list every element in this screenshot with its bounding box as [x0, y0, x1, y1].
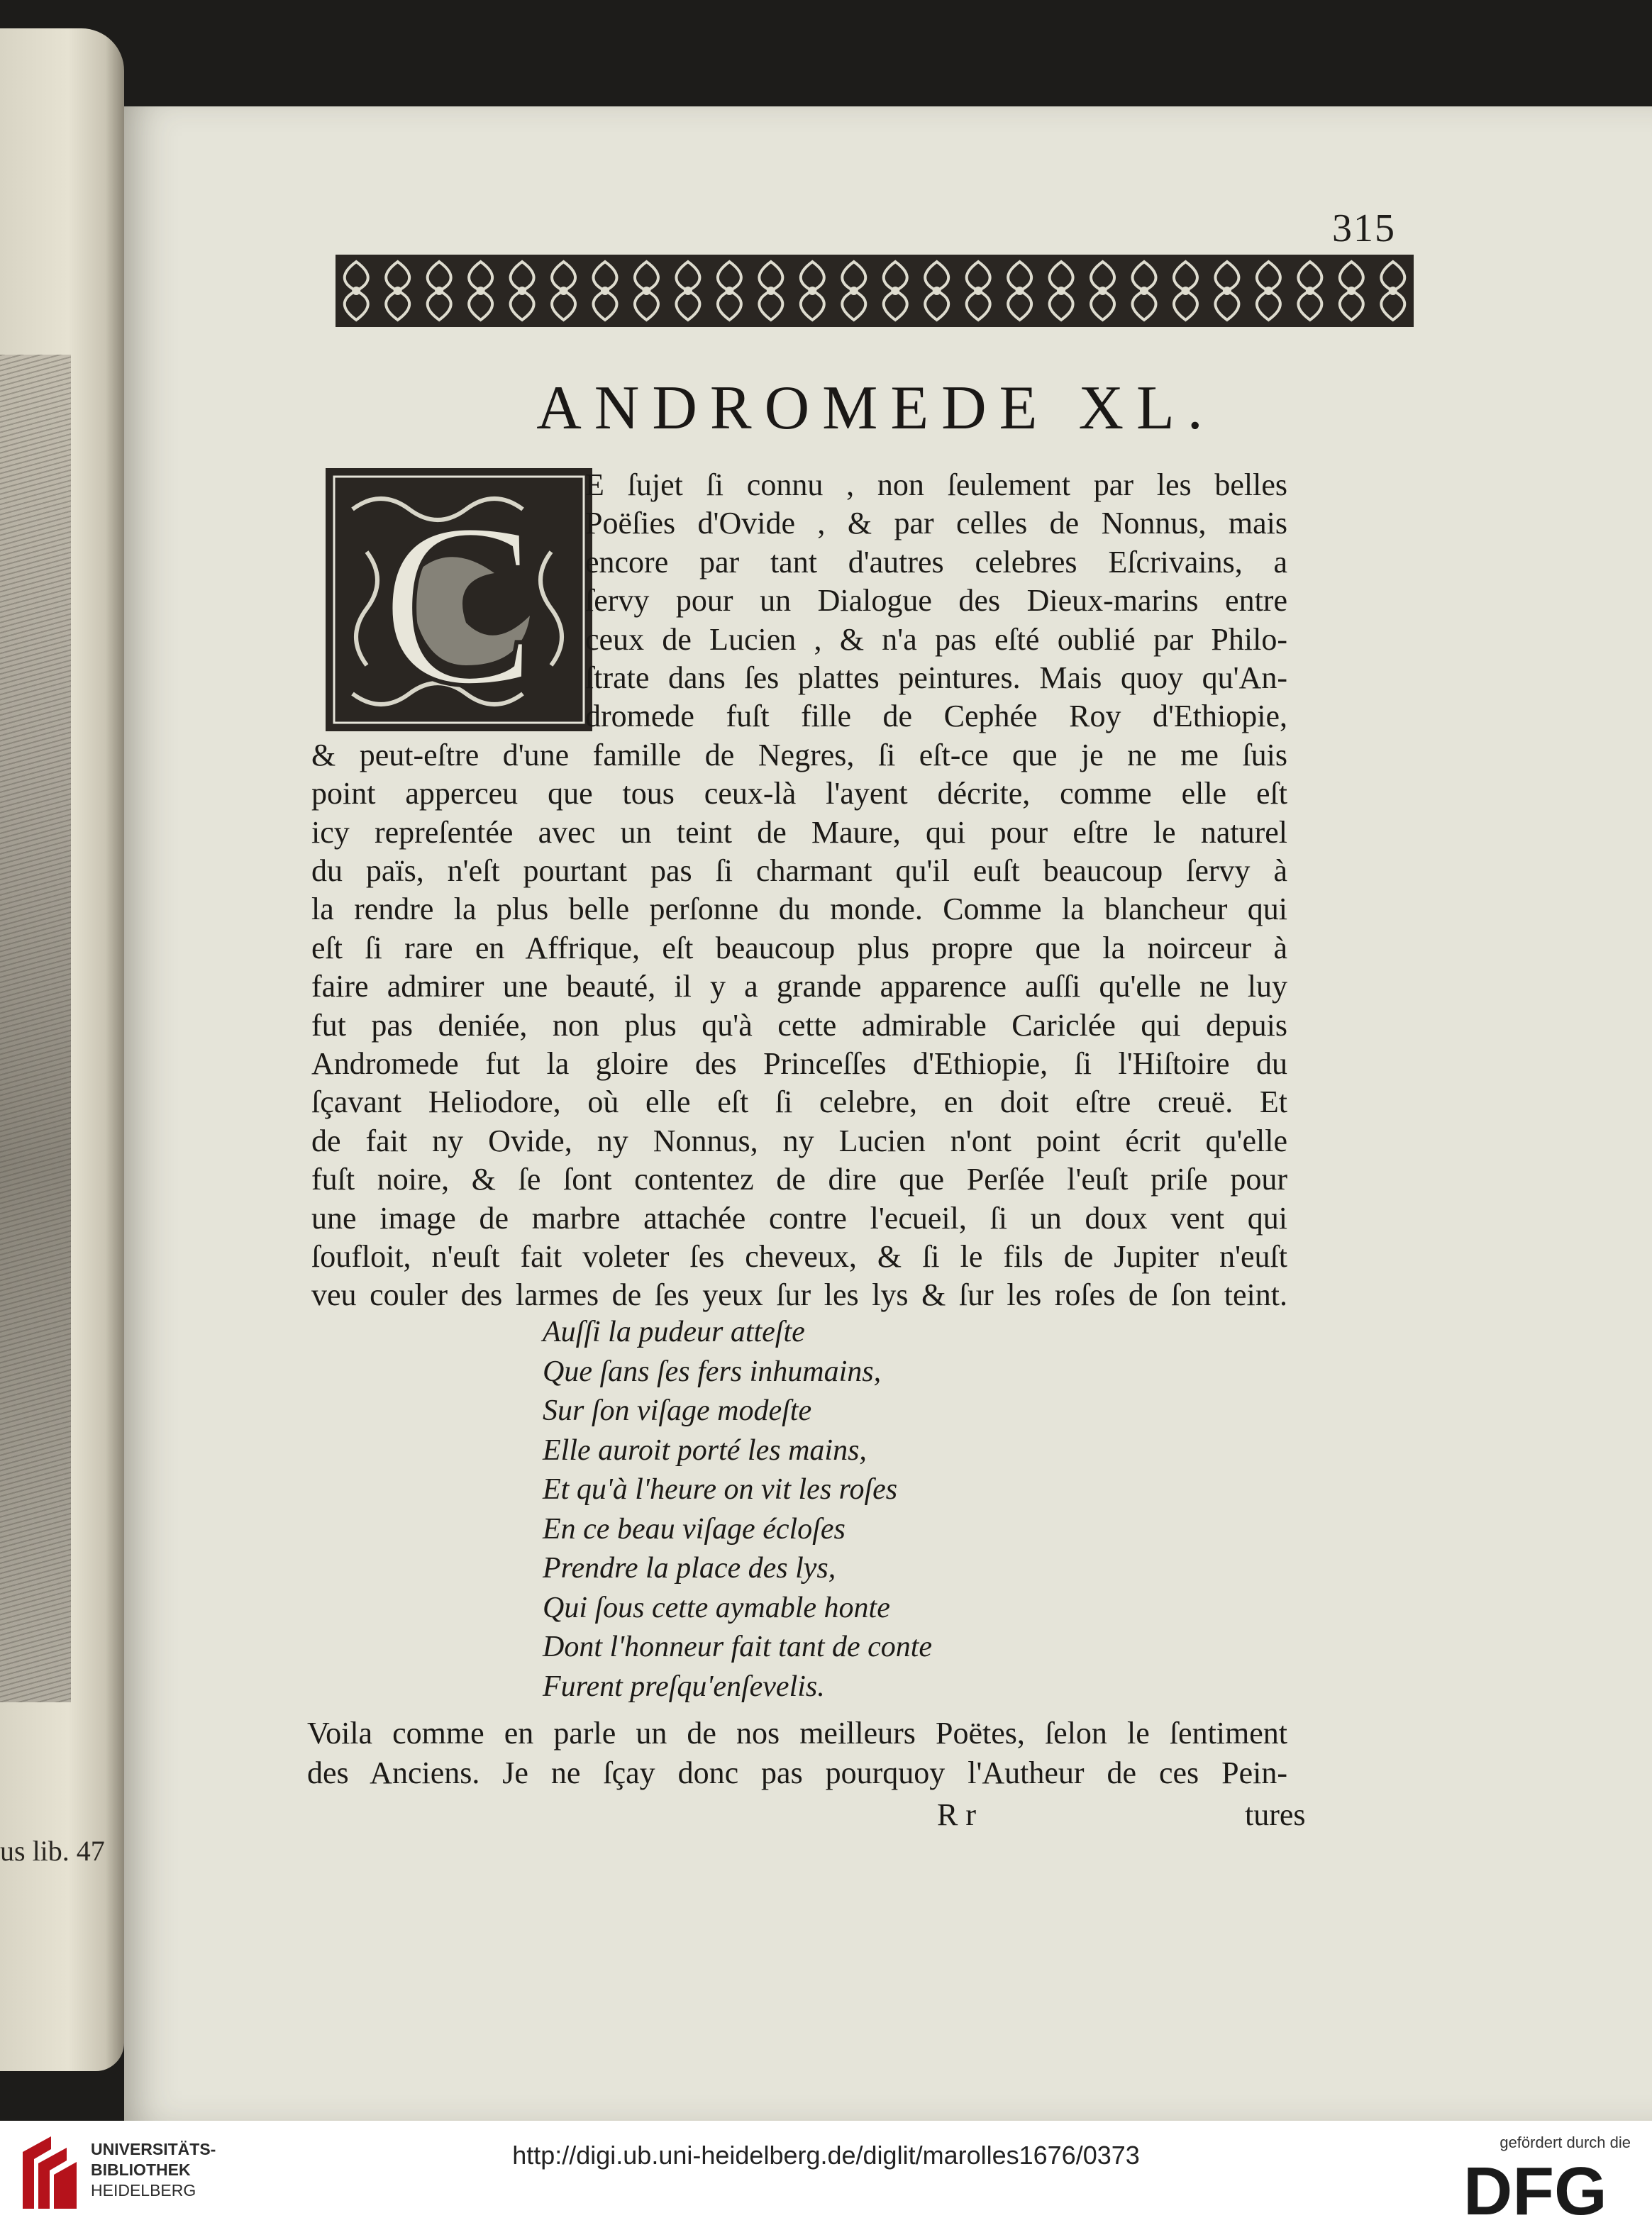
ornament-dot — [1347, 287, 1356, 295]
text-line: ſtrate dans ſes plattes peintures. Mais quoy qu'An- — [585, 660, 1287, 695]
ornament-dot — [767, 287, 775, 295]
text-line: faire admirer une beauté, il y a grande apparence auſſi qu'elle ne luy — [311, 969, 1287, 1004]
text-line: ſçavant Heliodore, où elle eſt ſi celebre, en doit eſtre creuë. Et — [311, 1085, 1287, 1120]
ornament-dot — [394, 287, 402, 295]
signature-mark: R r — [937, 1797, 976, 1832]
ornament-dot — [1140, 287, 1148, 295]
ornament-dot — [1389, 287, 1397, 295]
ornament-dot — [477, 287, 485, 295]
text-line: Andromede fut la gloire des Princeſſes d'Ethiopie, ſi l'Hiſtoire du — [311, 1046, 1287, 1081]
ornament-dot — [850, 287, 858, 295]
verse-line: Que ſans ſes fers inhumains, — [543, 1355, 882, 1388]
ornament-dot — [1306, 287, 1314, 295]
ornament-dot — [1264, 287, 1273, 295]
ornament-dot — [1016, 287, 1024, 295]
ornament-dot — [725, 287, 733, 295]
text-line: des Anciens. Je ne ſçay donc pas pourquoy l'Autheur de ces Pein- — [307, 1755, 1287, 1790]
ornament-dot — [435, 287, 443, 295]
text-line: Poëſies d'Ovide , & par celles de Nonnus, mais — [585, 506, 1287, 541]
catchword: tures — [1245, 1797, 1306, 1832]
text-line: de fait ny Ovide, ny Nonnus, ny Lucien n'ont point écrit qu'elle — [311, 1123, 1287, 1158]
ornament-dot — [933, 287, 941, 295]
ornament-dot — [891, 287, 899, 295]
ornament-dot — [352, 287, 360, 295]
ornament-dot — [642, 287, 650, 295]
margin-note: us lib. 47 — [0, 1835, 105, 1867]
text-line: icy repreſentée avec un teint de Maure, qui pour eſtre le naturel — [311, 814, 1287, 850]
library-name[interactable]: UNIVERSITÄTS- BIBLIOTHEK HEIDELBERG — [91, 2140, 216, 2200]
text-line: fuſt noire, & ſe ſont contentez de dire que Perſée l'euſt priſe pour — [311, 1162, 1287, 1197]
verse-line: Auſſi la pudeur atteſte — [543, 1316, 805, 1348]
funding-note: gefördert durch die — [1499, 2134, 1631, 2151]
verse-line: Qui ſous cette aymable honte — [543, 1591, 890, 1624]
ornament-dot — [1223, 287, 1231, 295]
dropcap-letter: C — [380, 475, 538, 733]
text-line: du païs, n'eſt pourtant pas ſi charmant qu'il euſt beaucoup ſervy à — [311, 853, 1287, 888]
text-line: la rendre la plus belle perſonne du monde. Comme la blancheur qui — [311, 892, 1287, 927]
left-page-edge — [0, 28, 124, 2071]
ornament-dot — [518, 287, 526, 295]
text-line: & peut-eſtre d'une famille de Negres, ſi eſt-ce que je ne me ſuis — [311, 737, 1287, 772]
permalink-url[interactable]: http://digi.ub.uni-heidelberg.de/diglit/marolles1676/0373 — [512, 2141, 1140, 2170]
verse-line: Dont l'honneur fait tant de conte — [543, 1631, 933, 1663]
verse-line: Sur ſon viſage modeſte — [543, 1394, 812, 1427]
page-number: 315 — [1332, 206, 1396, 250]
text-line: E ſujet ſi connu , non ſeulement par les belles — [585, 467, 1287, 502]
ornament-dot — [684, 287, 692, 295]
ornament-dot — [1057, 287, 1065, 295]
dfg-logo-icon[interactable] — [1463, 2158, 1626, 2221]
text-line: dromede fuſt fille de Cephée Roy d'Ethiopie, — [585, 699, 1287, 734]
book-page — [124, 106, 1652, 2121]
text-line: ſoufloit, n'euſt fait voleter ſes cheveux, & ſi le fils de Jupiter n'euſt — [311, 1239, 1287, 1274]
ornament-dot — [1099, 287, 1107, 295]
text-line: point apperceu que tous ceux-là l'ayent décrite, comme elle eſt — [311, 776, 1287, 811]
decorated-initial — [324, 467, 594, 733]
verse-line: Elle auroit porté les mains, — [543, 1433, 867, 1467]
text-line: veu couler des larmes de ſes yeux ſur les lys & ſur les roſes de ſon teint. — [311, 1277, 1287, 1313]
ornament-band — [336, 252, 1414, 330]
verse-line: En ce beau viſage écloſes — [543, 1512, 846, 1546]
text-line: une image de marbre attachée contre l'ecueil, ſi un doux vent qui — [311, 1200, 1287, 1236]
ornament-dot — [560, 287, 568, 295]
text-line: ſervy pour un Dialogue des Dieux-marins entre — [585, 583, 1287, 618]
text-line: fut pas deniée, non plus qu'à cette admirable Cariclée qui depuis — [311, 1007, 1287, 1043]
verse-line: Et qu'à l'heure on vit les roſes — [543, 1473, 898, 1506]
verse-line: Prendre la place des lys, — [543, 1552, 836, 1585]
text-line: Voila comme en parle un de nos meilleurs Poëtes, ſelon le ſentiment — [307, 1716, 1287, 1751]
ornament-dot — [1181, 287, 1190, 295]
verse-line: Furent preſqu'enſevelis. — [543, 1670, 825, 1703]
ornament-dot — [974, 287, 982, 295]
ornament-dot — [601, 287, 609, 295]
chapter-title: ANDROMEDE XL. — [536, 374, 1216, 443]
svg-text:DFG: DFG — [1463, 2158, 1607, 2221]
text-line: encore par tant d'autres celebres Eſcrivains, a — [585, 544, 1287, 579]
engraving-plate-edge — [0, 355, 71, 1702]
ornament-dot — [808, 287, 816, 295]
text-line: ceux de Lucien , & n'a pas eſté oublié par Philo- — [585, 621, 1287, 657]
text-line: eſt ſi rare en Affrique, eſt beaucoup plus propre que la noirceur à — [311, 930, 1287, 965]
footer-bar — [0, 2121, 1652, 2230]
